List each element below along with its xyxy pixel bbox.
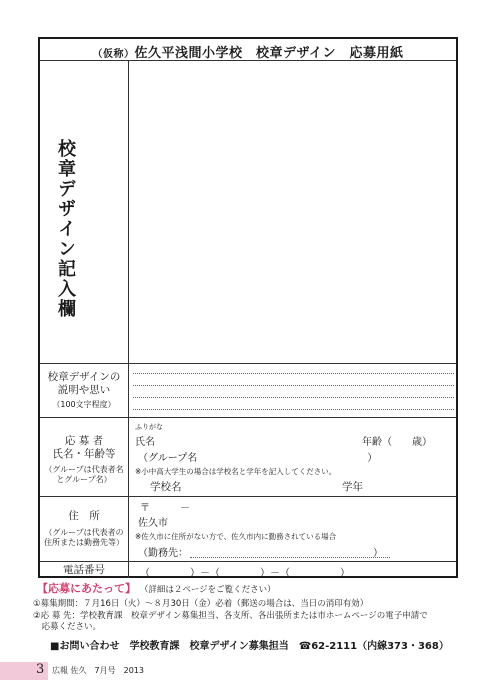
address-label — [40, 510, 128, 548]
furigana-label: ふりがな — [135, 423, 163, 431]
writing-line — [133, 397, 454, 398]
work-note: ※佐久市に住所がない方で、佐久市内に勤務されている場合 — [135, 532, 337, 541]
divider — [40, 417, 456, 418]
writing-line — [133, 385, 454, 386]
description-input[interactable] — [129, 364, 458, 416]
applicant-label-line1: 応 募 者 — [64, 435, 104, 447]
applicant-label-note: （グループは代表者名とグループ名） — [44, 465, 124, 484]
description-label — [40, 371, 128, 410]
note-item: 応募ください。 — [33, 622, 102, 632]
applicant-label — [40, 435, 128, 485]
description-label-line1: 校章デザインの — [47, 371, 121, 383]
city-field[interactable]: 佐久市 — [138, 518, 168, 529]
notes-heading-note: （詳細は２ページをご覧ください） — [139, 585, 276, 595]
description-label-note: （100文字程度） — [52, 400, 116, 409]
age-field[interactable]: 年齢（ 歳） — [362, 437, 432, 448]
postal-code-field[interactable]: 〒 － — [140, 503, 190, 514]
phone-field[interactable]: （ ）－（ ）－（ ） — [140, 568, 350, 579]
design-drawing-area[interactable] — [129, 61, 458, 363]
form-title — [40, 42, 456, 61]
notes-heading — [37, 580, 276, 596]
writing-line — [133, 373, 454, 374]
application-form — [38, 37, 458, 578]
applicant-label-line2: 氏名・年齢等 — [52, 448, 116, 460]
note-item: ①募集期間：７月16日（火）～８月30日（金）必着（郵送の場合は、当日の消印有効） — [33, 599, 369, 609]
phone-label: 電話番号 — [63, 564, 105, 576]
note-item: ②応 募 先：学校教育課 校章デザイン募集担当、各支所、各出張所または市ホームページの電子申請で — [33, 611, 428, 621]
school-note: ※小中高大学生の場合は学校名と学年を記入してください。 — [135, 467, 337, 476]
form-title-prefix: （仮称） — [92, 49, 135, 60]
divider — [40, 561, 456, 562]
description-label-line2: 説明や思い — [57, 384, 111, 396]
group-name-field[interactable]: （グループ名 ） — [138, 453, 378, 464]
workplace-underline — [190, 557, 390, 558]
writing-line — [133, 409, 454, 410]
page-number: 3 — [36, 662, 45, 677]
contact-info: ■お問い合わせ 学校教育課 校章デザイン募集担当 ☎62-2111（内線373・368） — [50, 641, 449, 652]
workplace-field[interactable]: （勤務先： ） — [138, 548, 383, 559]
divider — [40, 496, 456, 497]
grade-field[interactable]: 学年 — [342, 481, 363, 493]
publication-info: 広報 佐久 7月号 2013 — [52, 666, 144, 675]
school-name-field[interactable]: 学校名 — [150, 481, 182, 493]
address-label-line1: 住 所 — [68, 510, 100, 522]
form-title-main: 佐久平浅間小学校 校章デザイン 応募用紙 — [134, 46, 404, 61]
notes-heading-title: 【応募にあたって】 — [37, 582, 136, 595]
name-field[interactable]: 氏名 — [135, 437, 155, 448]
address-label-note: （グループは代表者の住所または勤務先等） — [44, 528, 124, 547]
design-area-label: 校章デザイン記入欄 — [55, 139, 76, 319]
